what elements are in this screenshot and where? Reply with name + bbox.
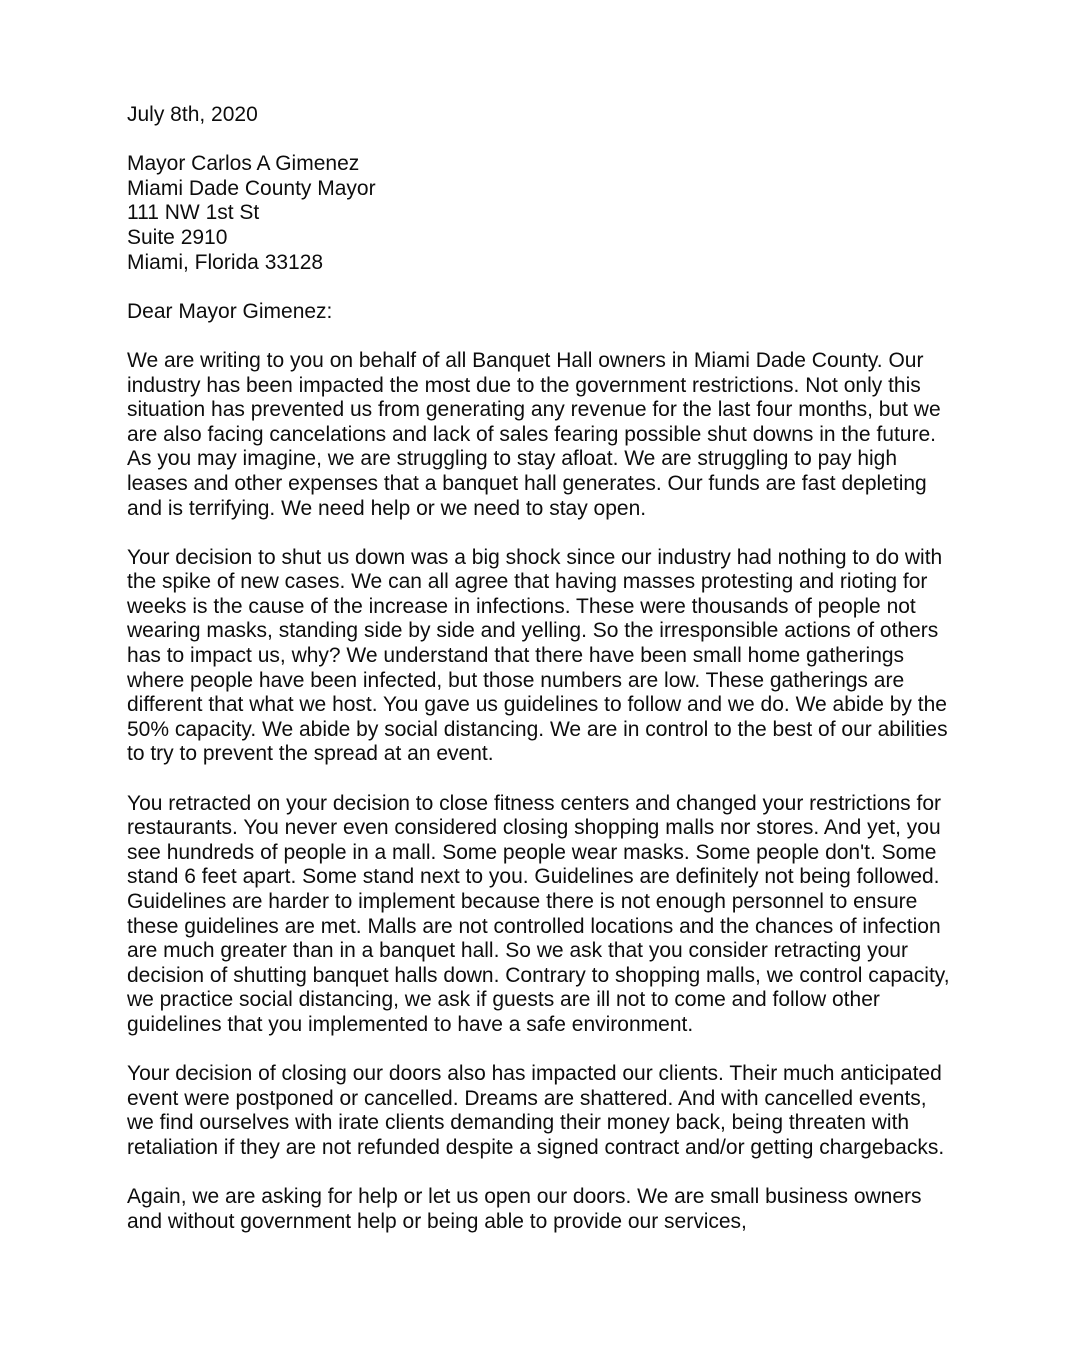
letter-body — [127, 103, 959, 1234]
recipient-title: Miami Dade County Mayor — [127, 176, 376, 200]
body-paragraph-5: Again, we are asking for help or let us open our doors. We are small business owners and without government help or being able to provide our services, — [127, 1185, 922, 1233]
body-paragraph-2: Your decision to shut us down was a big shock since our industry had nothing to do with the spike of new cases. We can all agree that having masses protesting and rioting for weeks is the cause of the increase in infections. These were thousands of people not wearing masks, standing side by side and yelling. So the irresponsible actions of others has to impact us, why? We understand that there have been small home gatherings where people have been infected, but those numbers are low. These gatherings are different that what we host. You gave us guidelines to follow and we do. We abide by the 50% capacity. We abide by social distancing. We are in control to the best of our abilities to try to prevent the spread at an event. — [127, 545, 948, 766]
body-paragraph-1: We are writing to you on behalf of all Banquet Hall owners in Miami Dade County. Our industry has been impacted the most due to the government restrictions. Not only this situation has prevented us from generating any revenue for the last four months, but we are also facing cancelations and lack of sales fearing possible shut downs in the future. As you may imagine, we are struggling to stay afloat. We are struggling to pay high leases and other expenses that a banquet hall generates. Our funds are fast depleting and is terrifying. We need help or we need to stay open. — [127, 348, 941, 520]
recipient-address-line1: 111 NW 1st St — [127, 201, 260, 225]
recipient-name: Mayor Carlos A Gimenez — [127, 152, 360, 176]
body-paragraph-4: Your decision of closing our doors also has impacted our clients. Their much anticipated event were postponed or cancelled. Dreams are shattered. And with cancelled events, we find ourselves with irate clients demanding their money back, being threaten with retaliation if they are not refunded despite a signed contract and/or getting chargebacks. — [127, 1062, 945, 1159]
salutation: Dear Mayor Gimenez: — [127, 299, 333, 323]
recipient-address-line2: Suite 2910 — [127, 225, 228, 249]
recipient-address-block — [127, 152, 959, 275]
recipient-address-line3: Miami, Florida 33128 — [127, 250, 324, 274]
body-paragraph-3: You retracted on your decision to close fitness centers and changed your restrictions for restaurants. You never even considered closing shopping malls nor stores. And yet, you see hundreds of people in a mall. Some people wear masks. Some people don't. Some stand 6 feet apart. Some stand next to you. Guidelines are definitely not being followed. Guidelines are harder to implement because there is not enough personnel to ensure these guidelines are met. Malls are not controlled locations and the chances of infection are much greater than in a banquet hall. So we ask that you consider retracting your decision of shutting banquet halls down. Contrary to shopping malls, we control capacity, we practice social distancing, we ask if guests are ill not to come and follow other guidelines that you implemented to have a safe environment. — [127, 791, 950, 1036]
letter-date: July 8th, 2020 — [127, 103, 258, 126]
